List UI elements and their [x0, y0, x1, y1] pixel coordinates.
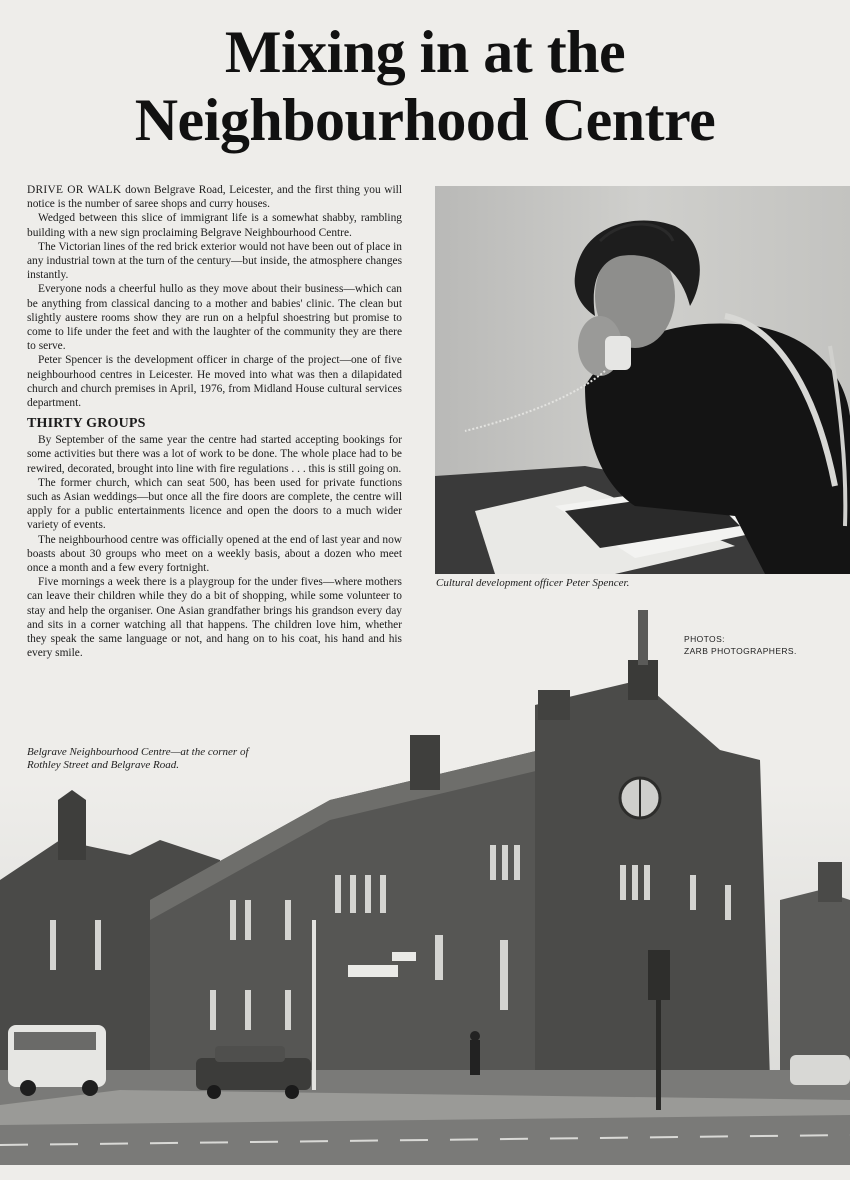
portrait-caption: Cultural development officer Peter Spencer. [436, 577, 630, 589]
building-caption-line-2: Rothley Street and Belgrave Road. [27, 759, 180, 771]
building-caption [27, 746, 317, 772]
title-line-1: Mixing in at the [224, 19, 626, 85]
article-body [27, 183, 402, 661]
lead-caps: DRIVE OR WALK [27, 184, 122, 196]
paragraph: Peter Spencer is the development officer in charge of the project—one of five neighbourhood centres in Leicester. He moved into what was then a dilapidated church and church premises in April, 1976, from Midland House cultural services department. [27, 354, 402, 410]
building-photo [0, 600, 850, 1165]
paragraph: Five mornings a week there is a playgroup for the under fives—where mothers can leave their children while they do a bit of shopping, while some volunteer to stay and help the organiser. One Asian grandfather brings his grandson every day and sits in a corner watching all that happens. The children love him, whether they speak the same language or not, and hang on to his coat, his hand and his every smile. [27, 576, 402, 660]
building-photo-drawing [0, 600, 850, 1165]
paragraph: Everyone nods a cheerful hullo as they move about their business—which can be anything from classical dancing to a mother and babies' clinic. The clean but slightly austere rooms show they are run on a helpful shoestring but promise to come to life under the feet and with the laughter of the community they are there to serve. [27, 283, 402, 353]
lead-paragraph [27, 183, 402, 211]
paragraph: By September of the same year the centre had started accepting bookings for some activities but there was a lot of work to be done. The whole place had to be rewired, decorated, brought into line with fire regulations . . . this is still going on. [27, 434, 402, 475]
paragraph: The neighbourhood centre was officially opened at the end of last year and now boasts about 30 groups who meet on a weekly basis, about a dozen who meet once a month and a few every fortnight. [27, 533, 402, 575]
portrait-photo-drawing [435, 186, 850, 574]
title-line-2: Neighbourhood Centre [134, 87, 716, 153]
lead-text: down Belgrave Road, Leicester, and the first thing you will notice is the number of saree shops and curry houses. [27, 184, 402, 211]
section-subheading: THIRTY GROUPS [27, 416, 146, 432]
paragraph: Wedged between this slice of immigrant life is a somewhat shabby, rambling building with a new sign proclaiming Belgrave Neighbourhood Centre. [27, 212, 402, 239]
paragraph: The Victorian lines of the red brick exterior would not have been out of place in any industrial town at the turn of the century—but inside, the atmosphere changes instantly. [27, 240, 402, 282]
portrait-photo [435, 186, 850, 574]
building-caption-line-1: Belgrave Neighbourhood Centre—at the corner of [27, 746, 249, 758]
photo-credit-name: ZARB PHOTOGRAPHERS. [684, 646, 797, 656]
photo-credit-label: PHOTOS: [684, 634, 725, 644]
paragraph: The former church, which can seat 500, has been used for private functions such as Asian weddings—but once all the fire doors are complete, the centre will apply for a public entertainments licence and open the doors to a much wider variety of events. [27, 476, 402, 532]
page-title [0, 18, 850, 154]
